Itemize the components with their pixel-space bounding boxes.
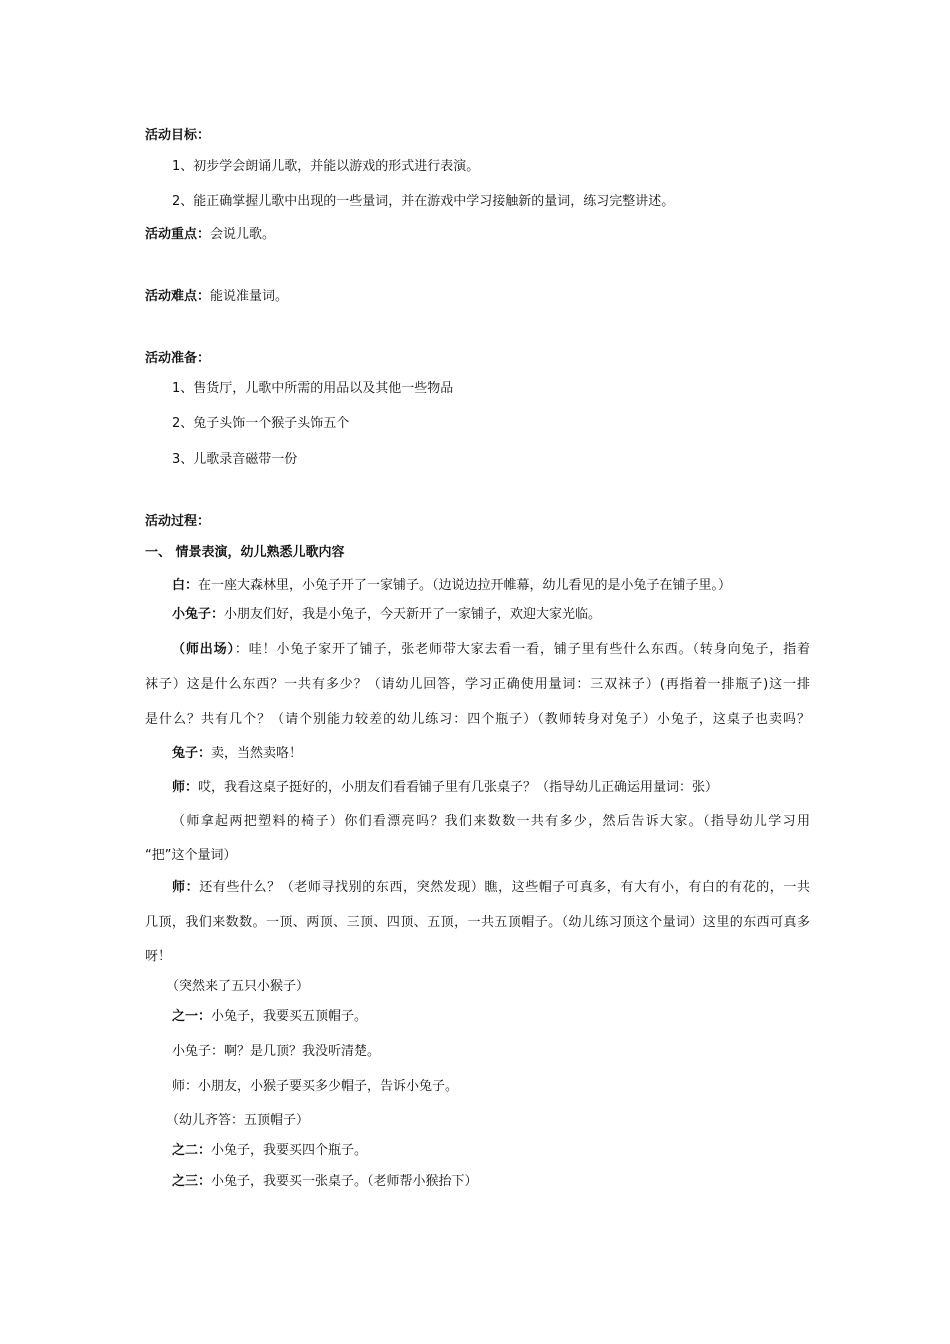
teacher-table-line bbox=[172, 779, 718, 797]
process-heading: 活动过程： bbox=[145, 514, 211, 529]
difficulty-text: 能说准量词。 bbox=[210, 289, 289, 304]
paragraph-line: 几顶，我们来数数。一顶、两顶、三顶、四顶、五顶，一共五顶帽子。（幼儿练习顶这个量词）这里的东西可真多 bbox=[145, 915, 810, 930]
line-text: 哎，我看这桌子挺好的，小朋友们看看铺子里有几张桌子？（指导幼儿正确运用量词：张） bbox=[198, 780, 719, 795]
goal-item-1: 1、初步学会朗诵儿歌，并能以游戏的形式进行表演。 bbox=[172, 159, 480, 174]
key-point-line bbox=[145, 226, 275, 244]
paragraph-line: 袜子）这是什么东西？一共有多少？（请幼儿回答，学习正确使用量词：三双袜子）(再指着一排瓶子)这一排 bbox=[145, 677, 810, 692]
line-text: 小兔子，我要买四个瓶子。 bbox=[211, 1143, 368, 1158]
preparation-item-3: 3、儿歌录音磁带一份 bbox=[172, 452, 298, 467]
narration-line bbox=[172, 577, 731, 595]
line-text: 小兔子，我要买五顶帽子。 bbox=[211, 1009, 368, 1024]
key-point-label: 活动重点： bbox=[145, 227, 211, 242]
teacher-prompt-line: 师：小朋友，小猴子要买多少帽子，告诉小兔子。 bbox=[172, 1079, 459, 1094]
speaker-label: （师出场） bbox=[172, 642, 235, 657]
speaker-label: 之三： bbox=[172, 1174, 212, 1189]
speaker-label: 师： bbox=[172, 780, 199, 795]
line-text: 小朋友们好，我是小兔子，今天新开了一家铺子，欢迎大家光临。 bbox=[224, 607, 602, 622]
preparation-item-1: 1、售货厅，儿歌中所需的用品以及其他一些物品 bbox=[172, 381, 454, 396]
teacher-enter-line bbox=[145, 641, 810, 659]
paragraph-line: 呀！ bbox=[145, 949, 172, 964]
difficulty-label: 活动难点： bbox=[145, 289, 211, 304]
goal-item-2: 2、能正确掌握儿歌中出现的一些量词，并在游戏中学习接触新的量词，练习完整讲述。 bbox=[172, 194, 675, 209]
chair-line: （师拿起两把塑料的椅子）你们看漂亮吗？我们来数数一共有多少，然后告诉大家。（指导幼儿学习用 bbox=[172, 814, 810, 829]
rabbit-reply-line bbox=[172, 745, 302, 763]
paragraph-line: “把”这个量词） bbox=[145, 848, 237, 863]
line-text: 在一座大森林里，小兔子开了一家铺子。（边说边拉开帷幕，幼儿看见的是小兔子在铺子里。） bbox=[198, 578, 732, 593]
rabbit-question-line: 小兔子：啊？是几顶？我没听清楚。 bbox=[172, 1044, 381, 1059]
monkey-3-line bbox=[172, 1173, 478, 1191]
speaker-label: 兔子： bbox=[172, 746, 212, 761]
teacher-hats-line bbox=[145, 879, 810, 897]
speaker-label: 之二： bbox=[172, 1143, 212, 1158]
paragraph-line: 是什么？共有几个？（请个别能力较差的幼儿练习：四个瓶子）（教师转身对兔子）小兔子，这桌子也卖吗？ bbox=[145, 712, 810, 727]
line-text: ：哇！小兔子家开了铺子，张老师带大家去看一看，铺子里有些什么东西。（转身向兔子，指着 bbox=[234, 642, 810, 657]
key-point-text: 会说儿歌。 bbox=[210, 227, 276, 242]
monkey-1-line bbox=[172, 1008, 367, 1026]
stage-direction: （突然来了五只小猴子） bbox=[166, 979, 310, 994]
line-text: 还有些什么？（老师寻找别的东西，突然发现）瞧，这些帽子可真多，有大有小，有白的有花的，一共 bbox=[199, 880, 810, 895]
section-1-title: 一、 情景表演，幼儿熟悉儿歌内容 bbox=[145, 545, 345, 560]
difficulty-line bbox=[145, 288, 288, 306]
monkey-2-line bbox=[172, 1142, 367, 1160]
preparation-item-2: 2、兔子头饰一个猴子头饰五个 bbox=[172, 416, 350, 431]
speaker-label: 师： bbox=[172, 880, 200, 895]
rabbit-line bbox=[172, 606, 601, 624]
children-answer-line: （幼儿齐答：五顶帽子） bbox=[166, 1113, 310, 1128]
speaker-label: 白： bbox=[172, 578, 199, 593]
speaker-label: 小兔子： bbox=[172, 607, 225, 622]
speaker-label: 之一： bbox=[172, 1009, 212, 1024]
goals-heading: 活动目标： bbox=[145, 128, 211, 143]
preparation-heading: 活动准备： bbox=[145, 351, 211, 366]
line-text: 小兔子，我要买一张桌子。（老师帮小猴抬下） bbox=[211, 1174, 478, 1189]
line-text: 卖，当然卖咯！ bbox=[211, 746, 303, 761]
